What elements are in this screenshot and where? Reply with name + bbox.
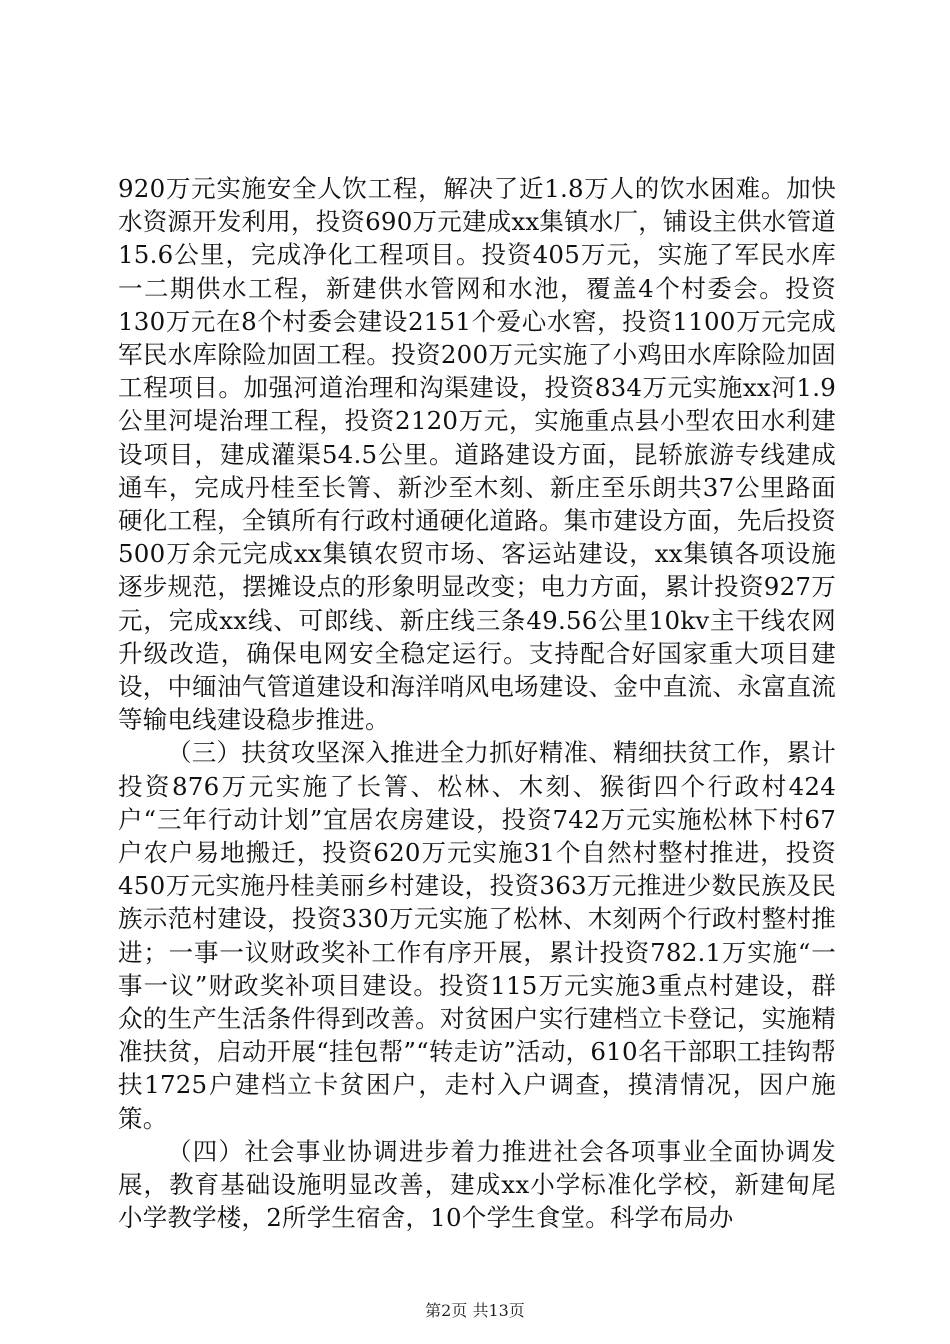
paragraph-section-4: （四）社会事业协调进步着力推进社会各项事业全面协调发展，教育基础设施明显改善，建成xx小学标准化学校，新建甸尾小学教学楼，2所学生宿舍，10个学生食堂。科学布局办 [118,1136,836,1233]
page-number-footer: 第2页 共13页 [425,1301,525,1320]
paragraph-section-3: （三）扶贫攻坚深入推进全力抓好精准、精细扶贫工作，累计投资876万元实施了长箐、松林、木刻、猴街四个行政村424户“三年行动计划”宜居农房建设，投资742万元实施松林下村67户农户易地搬迁，投资620万元实施31个自然村整村推进，投资450万元实施丹桂美丽乡村建设，投资363万元推进少数民族及民族示范村建设，投资330万元实施了松林、木刻两个行政村整村推进；一事一议财政奖补工作有序开展，累计投资782.1万实施“一事一议”财政奖补项目建设。投资115万元实施3重点村建设，群众的生产生活条件得到改善。对贫困户实行建档立卡登记，实施精准扶贫，启动开展“挂包帮”“转走访”活动，610名干部职工挂钩帮扶1725户建档立卡贫困户，走村入户调查，摸清情况，因户施策。 [118,738,836,1133]
document-body [118,172,836,1235]
paragraph-continuation: 920万元实施安全人饮工程，解决了近1.8万人的饮水困难。加快水资源开发利用，投资690万元建成xx集镇水厂，铺设主供水管道15.6公里，完成净化工程项目。投资405万元，实施了军民水库一二期供水工程，新建供水管网和水池，覆盖4个村委会。投资130万元在8个村委会建设2151个爱心水窖，投资1100万元完成军民水库除险加固工程。投资200万元实施了小鸡田水库除险加固工程项目。加强河道治理和沟渠建设，投资834万元实施xx河1.9公里河堤治理工程，投资2120万元，实施重点县小型农田水利建设项目，建成灌渠54.5公里。道路建设方面，昆轿旅游专线建成通车，完成丹桂至长箐、新沙至木刻、新庄至乐朗共37公里路面硬化工程，全镇所有行政村通硬化道路。集市建设方面，先后投资500万余元完成xx集镇农贸市场、客运站建设，xx集镇各项设施逐步规范，摆摊设点的形象明显改变；电力方面，累计投资927万元，完成xx线、可郎线、新庄线三条49.56公里10kv主干线农网升级改造，确保电网安全稳定运行。支持配合好国家重大项目建设，中缅油气管道建设和海洋哨风电场建设、金中直流、永富直流等输电线建设稳步推进。 [118,174,836,735]
